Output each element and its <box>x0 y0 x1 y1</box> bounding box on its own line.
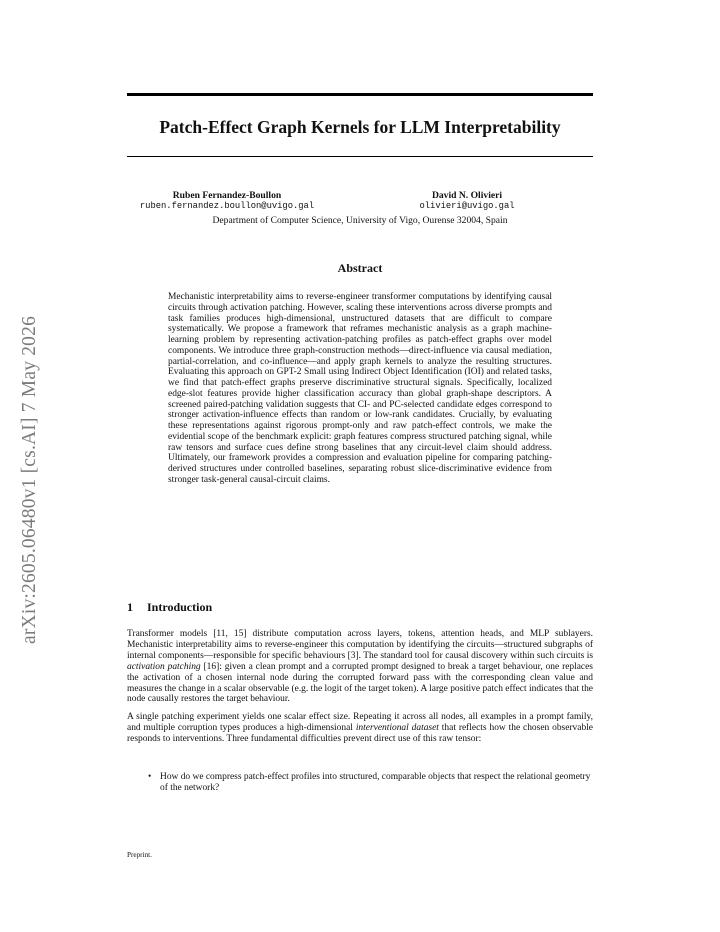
paragraph-text: [16]: given a clean prompt and a corrupted prompt designed to break a target behaviour, one replaces the activation of a chosen internal node during the corrupted forward pass with the corresponding clean value and measures the change in a scalar observable (e.g. the logit of the target token). A large positive patch effect indicates that the node causally restores the target behaviour. <box>127 661 593 705</box>
affiliation: Department of Computer Science, University of Vigo, Ourense 32004, Spain <box>212 215 508 226</box>
section-number: 1 <box>127 600 133 614</box>
intro-paragraph-2 <box>127 712 593 745</box>
list-item: • How do we compress patch-effect profiles into structured, comparable objects that respect the relational geometry of the network? <box>160 772 593 794</box>
author-name: Ruben Fernandez-Boullon <box>172 190 282 201</box>
paragraph-text: Transformer models [11, 15] distribute computation across layers, tokens, attention heads, and MLP sublayers. Mechanistic interpretability aims to reverse-engineer this computation by identifying the circuits—structured subgraphs of internal components—responsible for specific behaviours [3]. The standard tool for causal discovery within such circuits is <box>127 629 593 661</box>
author-2 <box>377 190 557 212</box>
title-bottom-rule <box>127 156 593 157</box>
title-top-rule <box>127 93 593 96</box>
section-heading-introduction <box>127 600 212 615</box>
arxiv-identifier-stamp: arXiv:2605.06480v1 [cs.AI] 7 May 2026 <box>19 315 40 644</box>
author-email: ruben.fernandez.boullon@uvigo.gal <box>139 201 315 211</box>
emphasis-term: activation patching <box>127 661 201 672</box>
author-name: David N. Olivieri <box>431 190 503 201</box>
emphasis-term: interventional dataset <box>355 722 439 733</box>
abstract-heading: Abstract <box>337 261 383 275</box>
author-email: olivieri@uvigo.gal <box>419 201 515 211</box>
footer-preprint: Preprint. <box>127 851 152 859</box>
intro-paragraph-1 <box>127 629 593 705</box>
difficulty-list <box>160 772 593 794</box>
abstract-text: Mechanistic interpretability aims to reverse-engineer transformer computations by identifying causal circuits through activation patching. However, scaling these interventions across diverse prompts and task families produces high-dimensional, unstructured datasets that are difficult to compare systematically. We propose a framework that reframes mechanistic analysis as a graph machine-learning problem by representing activation-patching profiles as patch-effect graphs over model components. We introduce three graph-construction methods—direct-influence via causal mediation, partial-correlation, and co-influence—and apply graph kernels to analyze the resulting structures. Evaluating this approach on GPT-2 Small using Indirect Object Identification (IOI) and related tasks, we find that patch-effect graphs preserve discriminative structural signals. Specifically, localized edge-slot features provide higher classification accuracy than global graph-shape descriptors. A screened paired-patching validation suggests that CI- and PC-selected candidate edges correspond to stronger activation-influence effects than random or low-rank candidates. Crucially, by evaluating these representations against rigorous prompt-only and raw patch-effect controls, we make the evidential scope of the benchmark explicit: graph features compress structured patching signal, while raw tensors and surface cues define strong baselines that any circuit-level claim should address. Ultimately, our framework provides a compression and evaluation pipeline for comparing patching-derived structures under controlled baselines, separating robust slice-discriminative evidence from stronger task-general causal-circuit claims. <box>168 292 552 485</box>
author-1 <box>137 190 317 212</box>
paragraph-text: A single patching experiment yields one scalar effect size. Repeating it across all nodes, all examples in a prompt family, and multiple corruption types produces a high-dimensional <box>127 712 593 733</box>
section-title: Introduction <box>147 600 213 614</box>
paragraph-text: that reflects how the chosen observable responds to interventions. Three fundamental difficulties prevent direct use of this raw tensor: <box>127 722 593 744</box>
paper-title: Patch-Effect Graph Kernels for LLM Interpretability <box>159 117 561 137</box>
